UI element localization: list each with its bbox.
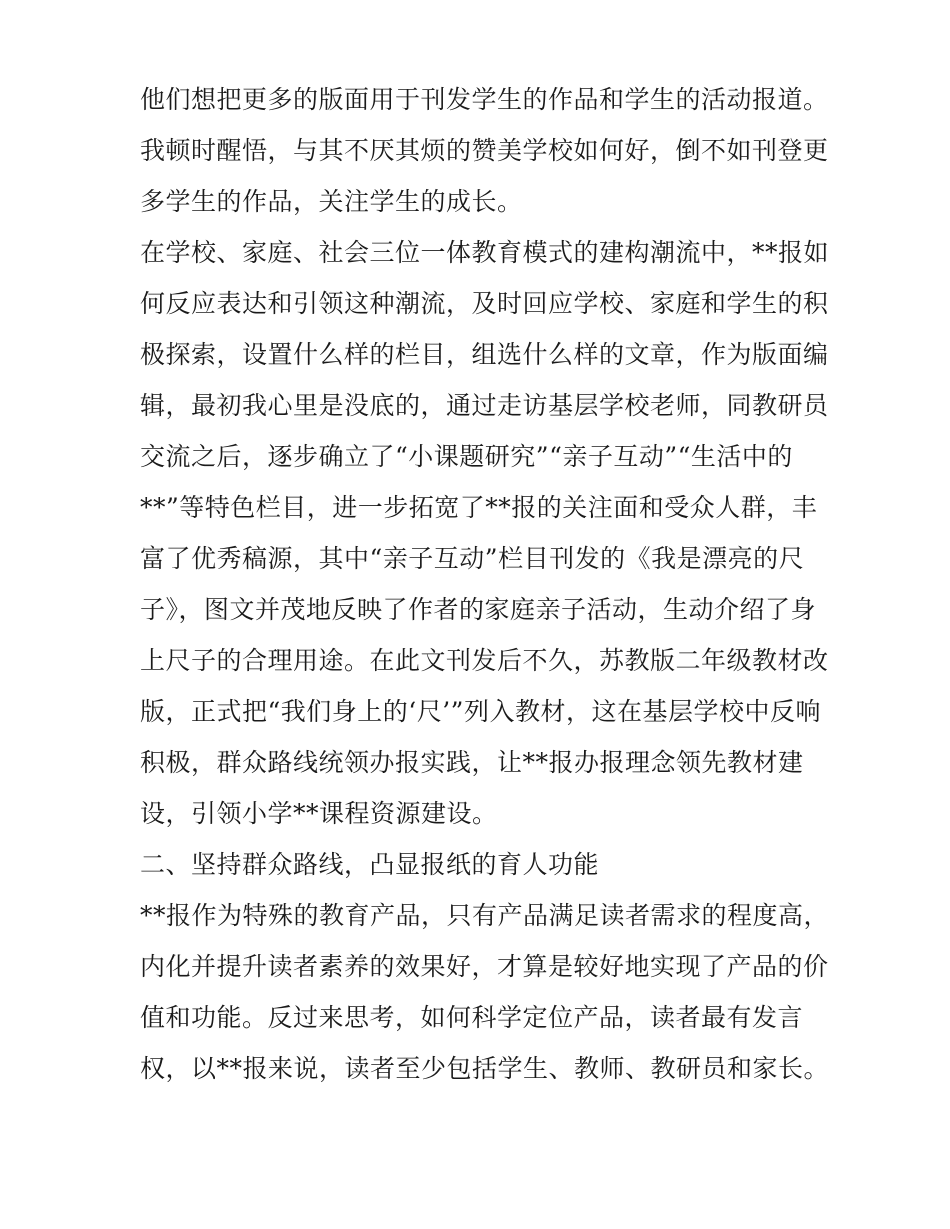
- text-line: 权，以**报来说，读者至少包括学生、教师、教研员和家长。: [140, 1054, 830, 1083]
- text-line: 他们想把更多的版面用于刊发学生的作品和学生的活动报道。: [140, 85, 829, 114]
- text-line: 辑，最初我心里是没底的，通过走访基层学校老师，同教研员: [140, 391, 829, 420]
- text-line: 极探索，设置什么样的栏目，组选什么样的文章，作为版面编: [140, 340, 829, 369]
- text-line: 多学生的作品，关注学生的成长。: [140, 187, 523, 216]
- text-line: **”等特色栏目，进一步拓宽了**报的关注面和受众人群，丰: [140, 493, 818, 522]
- section-heading: 二、坚持群众路线，凸显报纸的育人功能: [140, 850, 600, 879]
- text-line: 子》，图文并茂地反映了作者的家庭亲子活动，生动介绍了身: [140, 595, 817, 624]
- text-line: 在学校、家庭、社会三位一体教育模式的建构潮流中，**报如: [140, 238, 830, 267]
- text-line: 上尺子的合理用途。在此文刊发后不久，苏教版二年级教材改: [140, 646, 829, 675]
- text-line: 版，正式把“我们身上的‘尺’”列入教材，这在基层学校中反响: [140, 697, 821, 726]
- text-line: 我顿时醒悟，与其不厌其烦的赞美学校如何好，倒不如刊登更: [140, 136, 829, 165]
- text-line: 设，引领小学**课程资源建设。: [140, 799, 498, 828]
- text-line: **报作为特殊的教育产品，只有产品满足读者需求的程度高，: [140, 901, 830, 930]
- text-line: 富了优秀稿源，其中“亲子互动”栏目刊发的《我是漂亮的尺: [140, 544, 805, 573]
- text-line: 交流之后，逐步确立了“小课题研究”“亲子互动”“生活中的: [140, 442, 793, 471]
- text-line: 何反应表达和引领这种潮流，及时回应学校、家庭和学生的积: [140, 289, 829, 318]
- text-line: 值和功能。反过来思考，如何科学定位产品，读者最有发言: [140, 1003, 804, 1032]
- text-line: 积极，群众路线统领办报实践，让**报办报理念领先教材建: [140, 748, 804, 777]
- text-line: 内化并提升读者素养的效果好，才算是较好地实现了产品的价: [140, 952, 829, 981]
